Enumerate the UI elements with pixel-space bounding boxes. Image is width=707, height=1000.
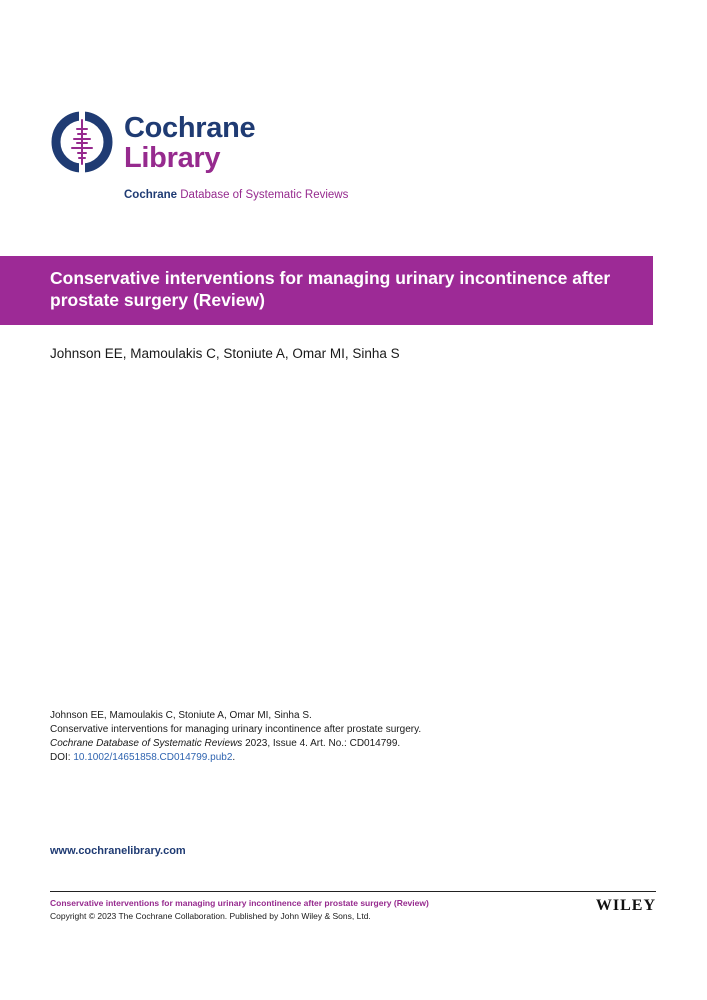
footer-copyright: Copyright © 2023 The Cochrane Collaboration. Published by John Wiley & Sons, Ltd. xyxy=(50,911,371,921)
citation-doi xyxy=(50,751,421,765)
brand-line-library: Library xyxy=(124,142,221,174)
citation-block xyxy=(50,709,421,765)
doi-label: DOI: xyxy=(50,752,74,763)
database-name-rest: Database of Systematic Reviews xyxy=(177,189,349,201)
review-title: Conservative interventions for managing urinary incontinence after prostate surgery (Review) xyxy=(50,268,611,310)
title-banner xyxy=(0,256,653,325)
citation-journal: Cochrane Database of Systematic Reviews xyxy=(50,738,243,749)
footer-review-title: Conservative interventions for managing urinary incontinence after prostate surgery (Review) xyxy=(50,898,429,908)
brand-wordmark xyxy=(124,114,255,173)
database-name-strong: Cochrane xyxy=(124,189,178,201)
publisher-logo: WILEY xyxy=(595,897,656,914)
database-name xyxy=(124,189,348,201)
doi-end: . xyxy=(232,752,236,763)
doi-link[interactable]: 10.1002/14651858.CD014799.pub2 xyxy=(73,752,233,763)
citation-title: Conservative interventions for managing urinary incontinence after prostate surgery. xyxy=(50,724,422,735)
website-link[interactable]: www.cochranelibrary.com xyxy=(50,845,186,857)
author-list: Johnson EE, Mamoulakis C, Stoniute A, Omar MI, Sinha S xyxy=(50,346,400,361)
cochrane-logo-icon xyxy=(50,110,114,174)
citation-authors: Johnson EE, Mamoulakis C, Stoniute A, Omar MI, Sinha S. xyxy=(50,710,312,721)
citation-source xyxy=(50,737,421,751)
citation-issue: 2023, Issue 4. Art. No.: CD014799. xyxy=(242,738,401,749)
footer-divider xyxy=(50,891,656,892)
brand-line-cochrane: Cochrane xyxy=(124,112,256,144)
